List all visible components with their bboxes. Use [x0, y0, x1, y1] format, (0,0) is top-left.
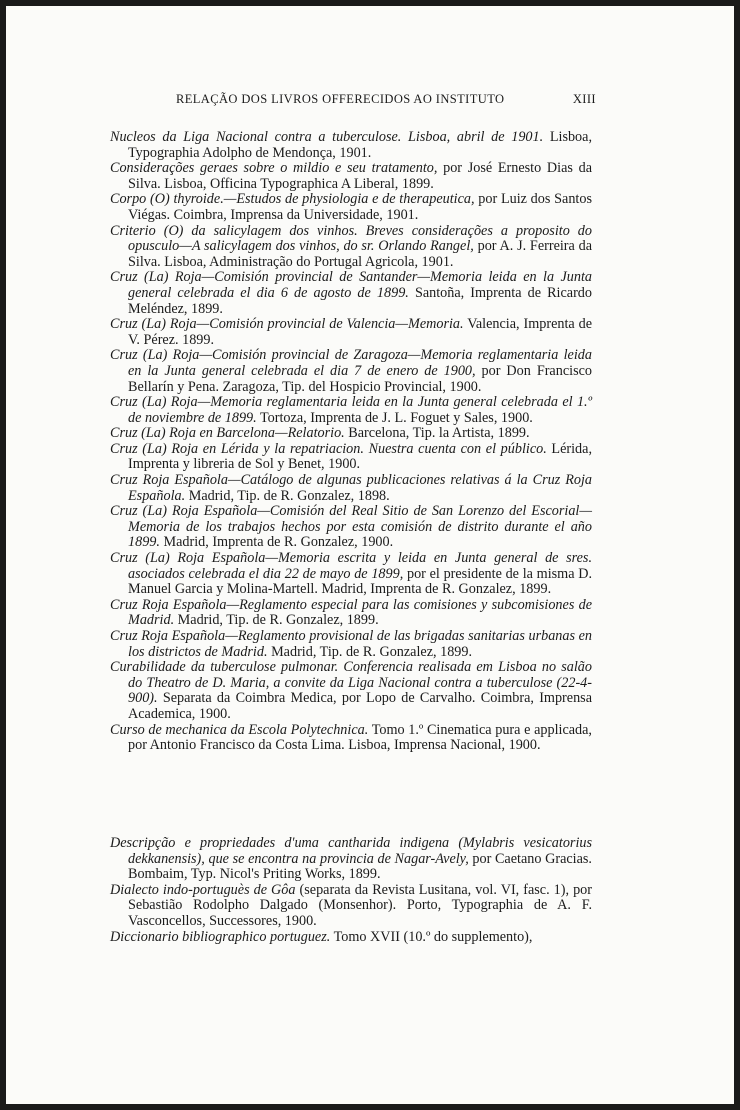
- entry-details: Lisboa, Typographia Adolpho de Mendonça, 1901.: [128, 129, 592, 161]
- entry-details: Madrid, Tip. de R. Gonzalez, 1899.: [267, 643, 473, 660]
- entry-details: Barcelona, Tip. la Artista, 1899.: [344, 425, 530, 442]
- bibliography-entry: [110, 270, 592, 317]
- entry-details: Madrid, Tip. de R. Gonzalez, 1898.: [185, 487, 390, 504]
- bibliography-entry: [110, 504, 592, 551]
- entry-details: por Luiz dos Santos Viégas. Coimbra, Imprensa da Universidade, 1901.: [128, 191, 592, 223]
- header-title: RELAÇÃO DOS LIVROS OFFERECIDOS AO INSTITUTO: [176, 92, 505, 106]
- entry-title: Diccionario bibliographico portuguez.: [110, 928, 331, 945]
- entry-title: Cruz (La) Roja—Comisión provincial de Santander—Memoria leida en la Junta general celebrada el dia 6 de agosto de 1899.: [110, 269, 592, 301]
- entry-title: Cruz (La) Roja en Lérida y la repatriacion. Nuestra cuenta con el público.: [110, 440, 547, 457]
- bibliography-entry: [110, 598, 592, 629]
- entry-details: Tomo XVII (10.º do supplemento),: [330, 928, 533, 945]
- entry-title: Dialecto indo-portuguès de Gôa: [110, 881, 296, 898]
- entry-details: Santoña, Imprenta de Ricardo Meléndez, 1899.: [128, 284, 592, 317]
- entry-title: Cruz Roja Española—Catálogo de algunas publicaciones relativas á la Cruz Roja Española.: [110, 472, 592, 504]
- running-header: [176, 92, 596, 112]
- bibliography-entry: [110, 930, 592, 946]
- entry-details: Madrid, Imprenta de R. Gonzalez, 1900.: [159, 534, 394, 551]
- bibliography-entry: [110, 442, 592, 473]
- entry-title: Cruz Roja Española—Reglamento provisional de las brigadas sanitarias urbanas en los districtos de Madrid.: [110, 628, 592, 660]
- entry-title: Cruz (La) Roja—Comisión provincial de Zaragoza—Memoria reglamentaria leida en la Junta general celebrada el dia 7 de enero de 1900,: [110, 347, 592, 379]
- bibliography-entry: [110, 161, 592, 192]
- entry-title: Criterio (O) da salicylagem dos vinhos. Breves considerações a proposito do opusculo—A salicylagem dos vinhos, do sr. Orlando Rangel,: [110, 222, 592, 255]
- bibliography-entry: [110, 629, 592, 660]
- entry-details: Valencia, Imprenta de V. Pérez. 1899.: [128, 316, 592, 348]
- bibliography-entry: [110, 660, 592, 722]
- entry-title: Cruz (La) Roja—Memoria reglamentaria leida en la Junta general celebrada el 1.º de noviembre de 1899.: [110, 394, 592, 426]
- entry-title: Nucleos da Liga Nacional contra a tuberculose. Lisboa, abril de 1901.: [110, 129, 544, 145]
- bibliography-entry: [110, 224, 592, 271]
- entry-details: por Don Francisco Bellarín y Pena. Zaragoza, Tip. del Hospicio Provincial, 1900.: [128, 362, 592, 395]
- entries-block-bottom: [110, 836, 592, 945]
- entry-title: Cruz (La) Roja en Barcelona—Relatorio.: [110, 425, 345, 442]
- bibliography-entry: [110, 192, 592, 223]
- bibliography-entry: [110, 348, 592, 395]
- entry-title: Descripção e propriedades d'uma cantharida indigena (Mylabris vesicatorius dekkanensis), que se encontra na provincia de Nagar-Avely,: [110, 835, 592, 867]
- entry-details: Madrid, Tip. de R. Gonzalez, 1899.: [174, 612, 379, 629]
- entry-title: Cruz (La) Roja—Comisión provincial de Valencia—Memoria.: [110, 316, 464, 333]
- bibliography-entry: [110, 723, 592, 754]
- bibliography-entry: [110, 551, 592, 598]
- entry-details: Tortoza, Imprenta de J. L. Foguet y Sales, 1900.: [256, 409, 533, 426]
- entry-title: Corpo (O) thyroide.—Estudos de physiologia e de therapeutica,: [110, 191, 475, 208]
- entries-block-top: [110, 130, 592, 754]
- bibliography-entry: [110, 130, 592, 161]
- bibliography-entry: [110, 883, 592, 930]
- bibliography-entry: [110, 836, 592, 883]
- entry-title: Cruz (La) Roja Española—Comisión del Real Sitio de San Lorenzo del Escorial—Memoria de los trabajos hechos por esta comisión de distrito durante el año 1899.: [110, 503, 592, 551]
- bibliography-entry: [110, 426, 592, 442]
- entry-title: Cruz (La) Roja Española—Memoria escrita y leida en Junta general de sres. asociados celebrada el dia 22 de mayo de 1899,: [110, 550, 592, 582]
- page-number: XIII: [572, 92, 596, 106]
- bibliography-entry: [110, 317, 592, 348]
- entry-details: Separata da Coimbra Medica, por Lopo de Carvalho. Coimbra, Imprensa Academica, 1900.: [128, 690, 592, 722]
- entry-details: (separata da Revista Lusitana, vol. VI, fasc. 1), por Sebastião Rodolpho Dalgado (Monsenhor). Porto, Typographia de A. F. Vasconcellos, Successores, 1900.: [128, 881, 592, 929]
- bibliography-entry: [110, 473, 592, 504]
- entry-title: Considerações geraes sobre o mildio e seu tratamento,: [110, 160, 438, 177]
- entry-details: por el presidente de la misma D. Manuel Garcia y Molina-Martell. Madrid, Imprenta de R. Gonzalez, 1899.: [128, 565, 593, 598]
- entry-details: por A. J. Ferreira da Silva. Lisboa, Administração do Portugal Agricola, 1901.: [128, 238, 592, 270]
- entry-details: Lérida, Imprenta y libreria de Sol y Benet, 1900.: [128, 440, 592, 473]
- entry-details: Tomo 1.º Cinematica pura e applicada, por Antonio Francisco da Costa Lima. Lisboa, Imprensa Nacional, 1900.: [128, 721, 592, 754]
- entry-title: Curabilidade da tuberculose pulmonar. Conferencia realisada em Lisboa no salão do Theatro de D. Maria, a convite da Liga Nacional contra a tuberculose (22-4-900).: [110, 659, 592, 707]
- entry-title: Curso de mechanica da Escola Polytechnica.: [110, 721, 369, 738]
- entry-details: por Caetano Gracias. Bombaim, Typ. Nicol's Priting Works, 1899.: [128, 850, 592, 883]
- entry-details: por José Ernesto Dias da Silva. Lisboa, Officina Typographica A Liberal, 1899.: [128, 160, 592, 192]
- document-page: [6, 6, 734, 1104]
- bibliography-entry: [110, 395, 592, 426]
- entry-title: Cruz Roja Española—Reglamento especial para las comisiones y subcomisiones de Madrid.: [110, 596, 592, 629]
